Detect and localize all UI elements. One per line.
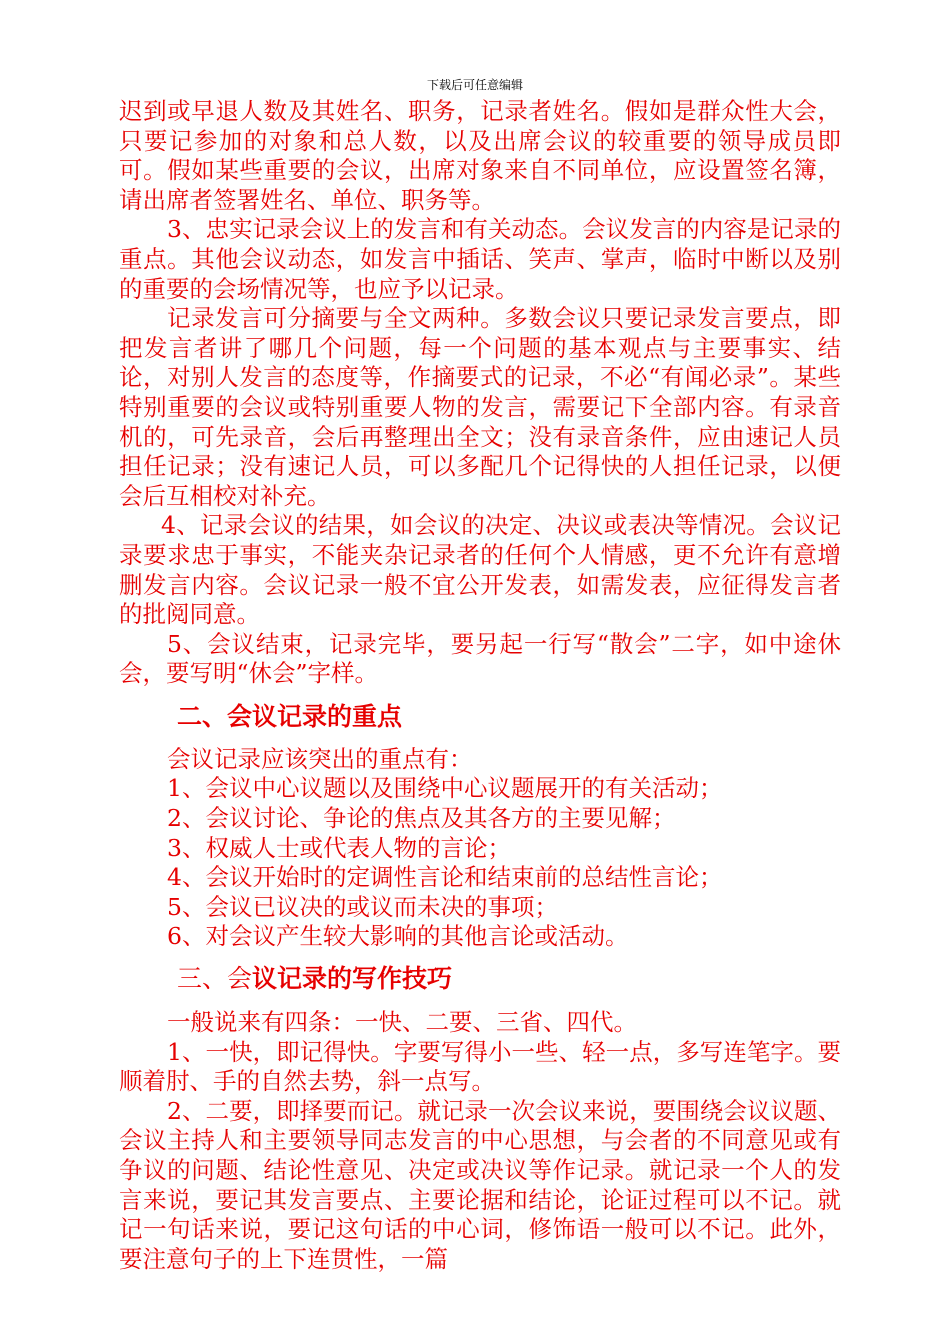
list-item: 1、会议中心议题以及围绕中心议题展开的有关活动； bbox=[167, 774, 723, 803]
paragraph-tip-1: 1、一快，即记得快。字要写得小一些、轻一点，多写连笔字。要顺着肘、手的自然去势，斜一点写。 bbox=[119, 1037, 841, 1096]
paragraph-attendance: 迟到或早退人数及其姓名、职务，记录者姓名。假如是群众性大会，只要记参加的对象和总人数，以及出席会议的较重要的领导成员即可。假如某些重要的会议，出席对象来自不同单位，应设置签名簿，请出席者签署姓名、单位、职务等。 bbox=[119, 97, 841, 214]
section-2-intro: 会议记录应该突出的重点有： bbox=[167, 744, 473, 773]
list-item: 4、会议开始时的定调性言论和结束前的总结性言论； bbox=[167, 863, 723, 892]
page-header: 下载后可任意编辑 bbox=[426, 78, 523, 92]
paragraph-item-4: 4、记录会议的结果，如会议的决定、决议或表决等情况。会议记录要求忠于事实，不能夹杂记录者的任何个人情感，更不允许有意增删发言内容。会议记录一般不宜公开发表，如需发表，应征得发言者的批阅同意。 bbox=[119, 511, 841, 629]
paragraph-item-5: 5、会议结束，记录完毕，要另起一行写“散会”二字，如中途休会，要写明“休会”字样。 bbox=[119, 629, 841, 688]
paragraph-tip-2: 2、二要，即择要而记。就记录一次会议来说，要围绕会议议题、会议主持人和主要领导同志发言的中心思想，与会者的不同意见或有争议的问题、结论性意见、决定或决议等作记录。就记录一个人的发言来说，要记其发言要点、主要论据和结论，论证过程可以不记。就记一句话来说，要记这句话的中心词，修饰语一般可以不记。此外，要注意句子的上下连贯性，一篇 bbox=[119, 1096, 841, 1273]
section-3-heading-rest: 议记录的写作技巧 bbox=[252, 964, 453, 994]
paragraph-item-3: 3、忠实记录会议上的发言和有关动态。会议发言的内容是记录的重点。其他会议动态，如发言中插话、笑声、掌声，临时中断以及别的重要的会场情况等，也应予以记录。 bbox=[119, 215, 841, 303]
list-item: 6、对会议产生较大影响的其他言论或活动。 bbox=[167, 922, 629, 951]
list-item: 2、会议讨论、争论的焦点及其各方的主要见解； bbox=[167, 804, 676, 833]
document-body bbox=[119, 97, 841, 1274]
section-2-list bbox=[119, 745, 841, 952]
list-item: 3、权威人士或代表人物的言论； bbox=[167, 833, 511, 862]
section-2-heading: 二、会议记录的重点 bbox=[177, 701, 403, 731]
section-3-heading-prefix: 三、会 bbox=[177, 964, 253, 994]
list-item: 5、会议已议决的或议而未决的事项； bbox=[167, 892, 558, 921]
section-3-intro: 一般说来有四条：一快、二要、三省、四代。 bbox=[167, 1008, 637, 1037]
paragraph-summary-vs-full: 记录发言可分摘要与全文两种。多数会议只要记录发言要点，即把发言者讲了哪几个问题，每一个问题的基本观点与主要事实、结论，对别人发言的态度等，作摘要式的记录，不必“有闻必录”。某些特别重要的会议或特别重要人物的发言，需要记下全部内容。有录音机的，可先录音，会后再整理出全文；没有录音条件，应由速记人员担任记录；没有速记人员，可以多配几个记得快的人担任记录，以便会后互相校对补充。 bbox=[119, 304, 841, 510]
section-3-heading bbox=[177, 960, 841, 998]
